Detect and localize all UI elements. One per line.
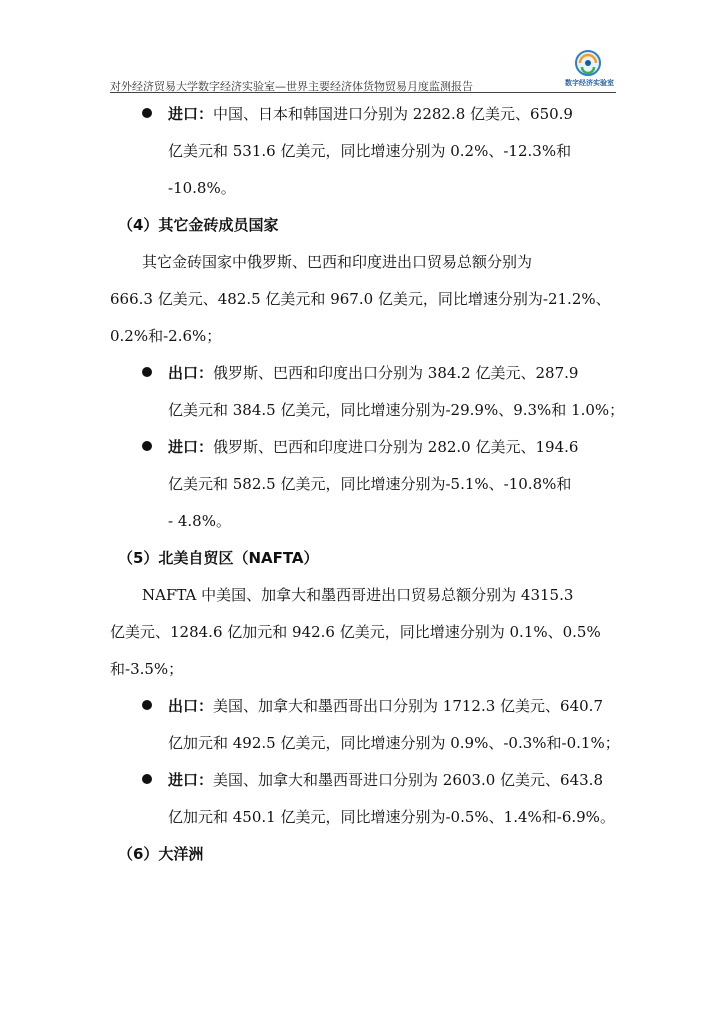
- bullet-icon: [142, 441, 152, 451]
- item-text: 亿加元和 492.5 亿美元，同比增速分别为 0.9%、-0.3%和-0.1%；: [168, 734, 620, 752]
- list-item-export-brics: [110, 355, 625, 429]
- paragraph-line: 其它金砖国家中俄罗斯、巴西和印度进出口贸易总额分别为: [142, 253, 533, 271]
- paragraph-line: NAFTA 中美国、加拿大和墨西哥进出口贸易总额分别为 4315.3: [142, 586, 574, 604]
- item-text: 俄罗斯、巴西和印度出口分别为 384.2 亿美元、287.9: [213, 364, 579, 382]
- item-label: 进口：: [168, 438, 214, 456]
- logo-text: 数字经济实验室: [565, 79, 614, 87]
- list-item-import-brics: [110, 429, 616, 540]
- section-heading-brics: （4）其它金砖成员国家: [118, 216, 279, 234]
- item-text: 俄罗斯、巴西和印度进口分别为 282.0 亿美元、194.6: [213, 438, 579, 456]
- page-header: [110, 50, 616, 94]
- header-title: 对外经济贸易大学数字经济实验室—世界主要经济体货物贸易月度监测报告: [110, 80, 473, 93]
- list-item-export-nafta: [110, 688, 620, 762]
- list-item-import-asia: [110, 96, 616, 207]
- paragraph-brics: [110, 244, 616, 355]
- document-body: [110, 96, 625, 873]
- item-label: 进口：: [168, 105, 214, 123]
- item-label: 出口：: [168, 364, 214, 382]
- bullet-icon: [142, 774, 152, 784]
- bullet-icon: [142, 108, 152, 118]
- paragraph-nafta: [110, 577, 616, 688]
- paragraph-line: 0.2%和-2.6%；: [110, 327, 222, 345]
- section-heading-nafta: （5）北美自贸区（NAFTA）: [118, 549, 319, 567]
- paragraph-line: 666.3 亿美元、482.5 亿美元和 967.0 亿美元，同比增速分别为-21.2%、: [110, 290, 611, 308]
- item-text: 亿美元和 384.5 亿美元，同比增速分别为-29.9%、9.3%和 1.0%；: [168, 401, 625, 419]
- bullet-icon: [142, 700, 152, 710]
- item-text: 中国、日本和韩国进口分别为 2282.8 亿美元、650.9: [213, 105, 573, 123]
- section-heading-oceania: （6）大洋洲: [118, 845, 204, 863]
- bullet-icon: [142, 367, 152, 377]
- paragraph-line: 亿美元、1284.6 亿加元和 942.6 亿美元，同比增速分别为 0.1%、0.5%: [110, 623, 601, 641]
- header-divider: [110, 92, 616, 93]
- list-item-import-nafta: [110, 762, 616, 836]
- paragraph-line: 和-3.5%；: [110, 660, 184, 678]
- item-text: 亿加元和 450.1 亿美元，同比增速分别为-0.5%、1.4%和-6.9%。: [168, 808, 615, 826]
- item-label: 出口：: [168, 697, 214, 715]
- item-text: 美国、加拿大和墨西哥进口分别为 2603.0 亿美元、643.8: [213, 771, 603, 789]
- item-text: - 4.8%。: [168, 512, 231, 530]
- item-label: 进口：: [168, 771, 214, 789]
- item-text: 亿美元和 582.5 亿美元，同比增速分别为-5.1%、-10.8%和: [168, 475, 572, 493]
- item-text: -10.8%。: [168, 179, 236, 197]
- item-text: 亿美元和 531.6 亿美元，同比增速分别为 0.2%、-12.3%和: [168, 142, 572, 160]
- item-text: 美国、加拿大和墨西哥出口分别为 1712.3 亿美元、640.7: [213, 697, 603, 715]
